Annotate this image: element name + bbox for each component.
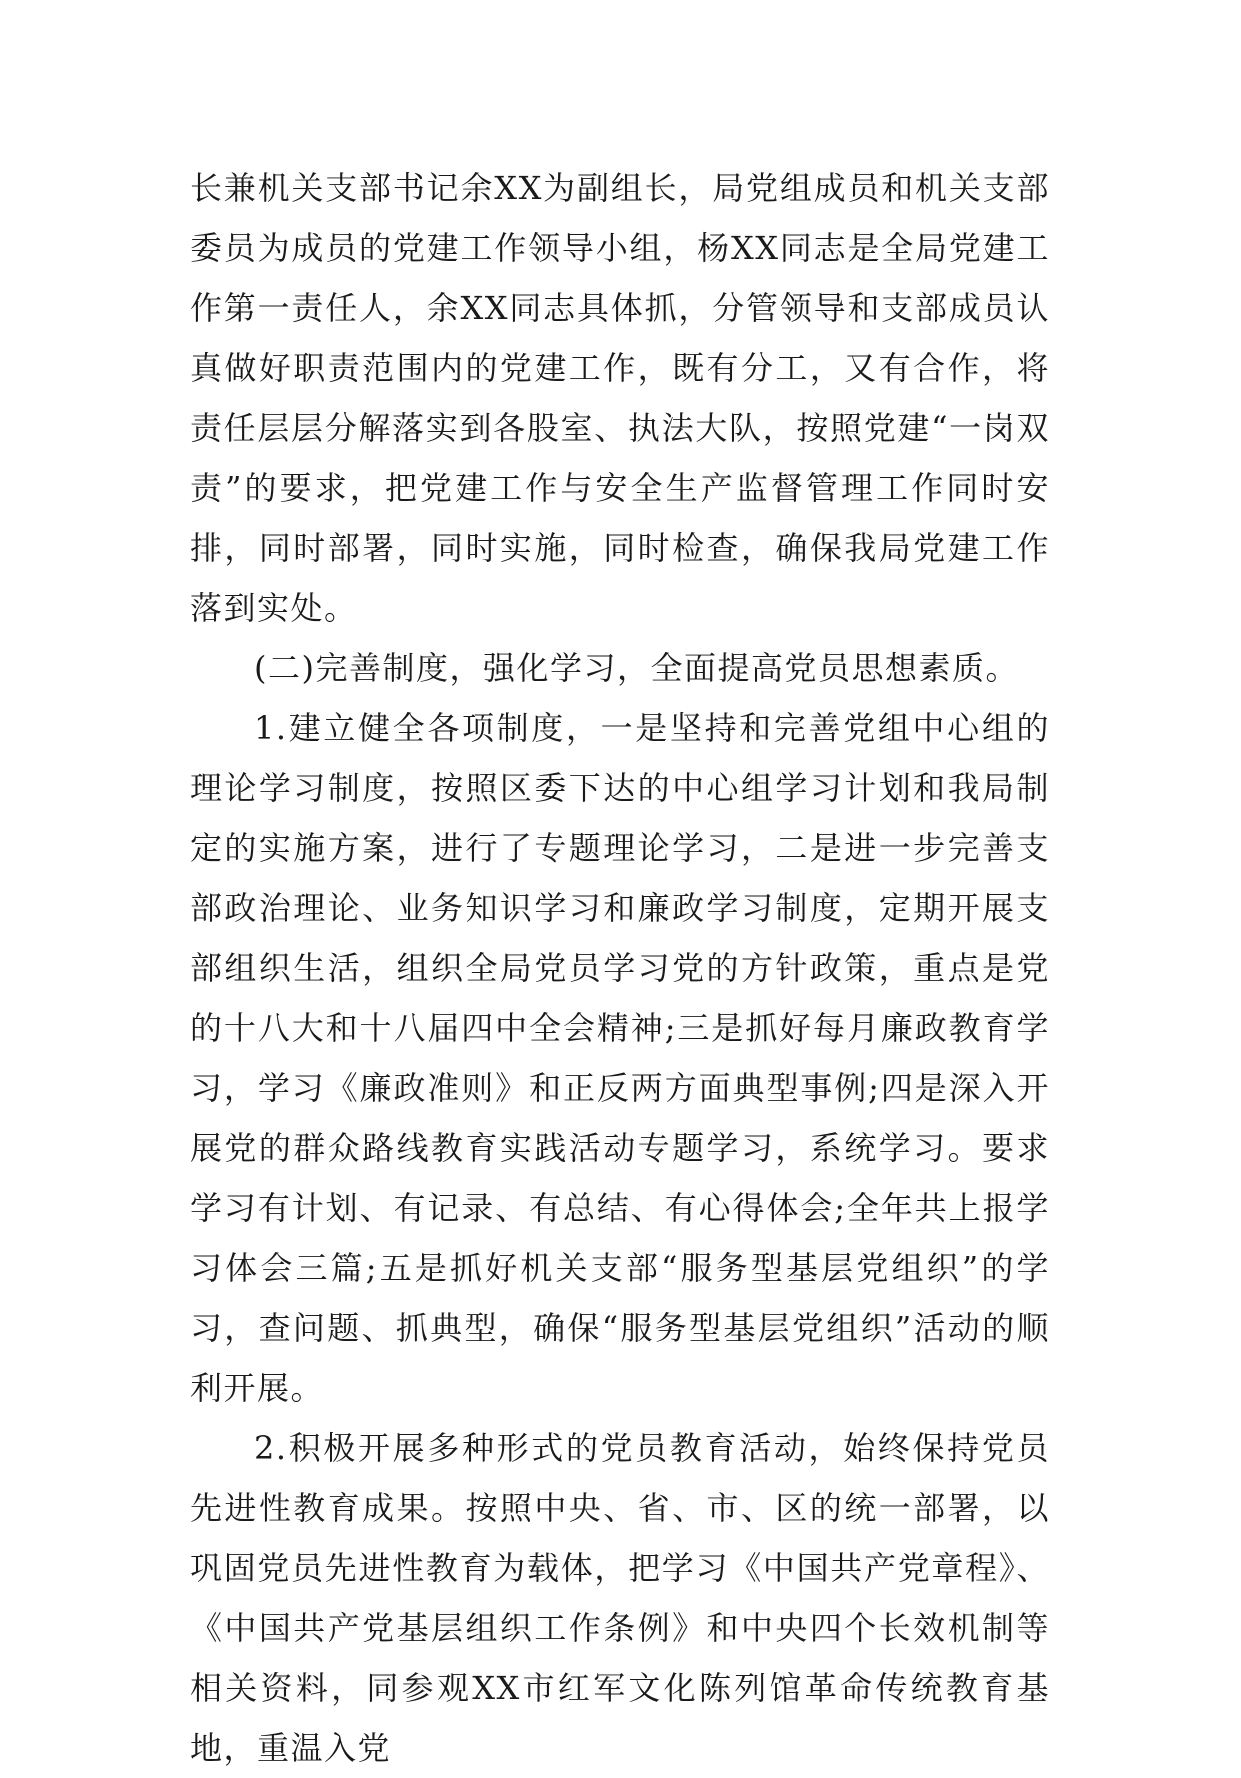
paragraph-item-2: 2.积极开展多种形式的党员教育活动，始终保持党员先进性教育成果。按照中央、省、市、区的统一部署，以巩固党员先进性教育为载体，把学习《中国共产党章程》、《中国共产党基层组织工作条例》和中央四个长效机制等相关资料，同参观XX市红军文化陈列馆革命传统教育基地，重温入党	[190, 1429, 1050, 1767]
paragraph-item-1: 1.建立健全各项制度，一是坚持和完善党组中心组的理论学习制度，按照区委下达的中心组学习计划和我局制定的实施方案，进行了专题理论学习，二是进一步完善支部政治理论、业务知识学习和廉政学习制度，定期开展支部组织生活，组织全局党员学习党的方针政策，重点是党的十八大和十八届四中全会精神;三是抓好每月廉政教育学习，学习《廉政准则》和正反两方面典型事例;四是深入开展党的群众路线教育实践活动专题学习，系统学习。要求学习有计划、有记录、有总结、有心得体会;全年共上报学习体会三篇;五是抓好机关支部“服务型基层党组织”的学习，查问题、抓典型，确保“服务型基层党组织”活动的顺利开展。	[190, 709, 1050, 1407]
paragraph-leadership-group: 长兼机关支部书记余XX为副组长，局党组成员和机关支部委员为成员的党建工作领导小组，杨XX同志是全局党建工作第一责任人，余XX同志具体抓，分管领导和支部成员认真做好职责范围内的党建工作，既有分工，又有合作，将责任层层分解落实到各股室、执法大队，按照党建“一岗双责”的要求，把党建工作与安全生产监督管理工作同时安排，同时部署，同时实施，同时检查，确保我局党建工作落到实处。	[190, 169, 1050, 627]
document-body	[190, 158, 1050, 1778]
section-heading-2: (二)完善制度，强化学习，全面提高党员思想素质。	[254, 649, 1019, 687]
